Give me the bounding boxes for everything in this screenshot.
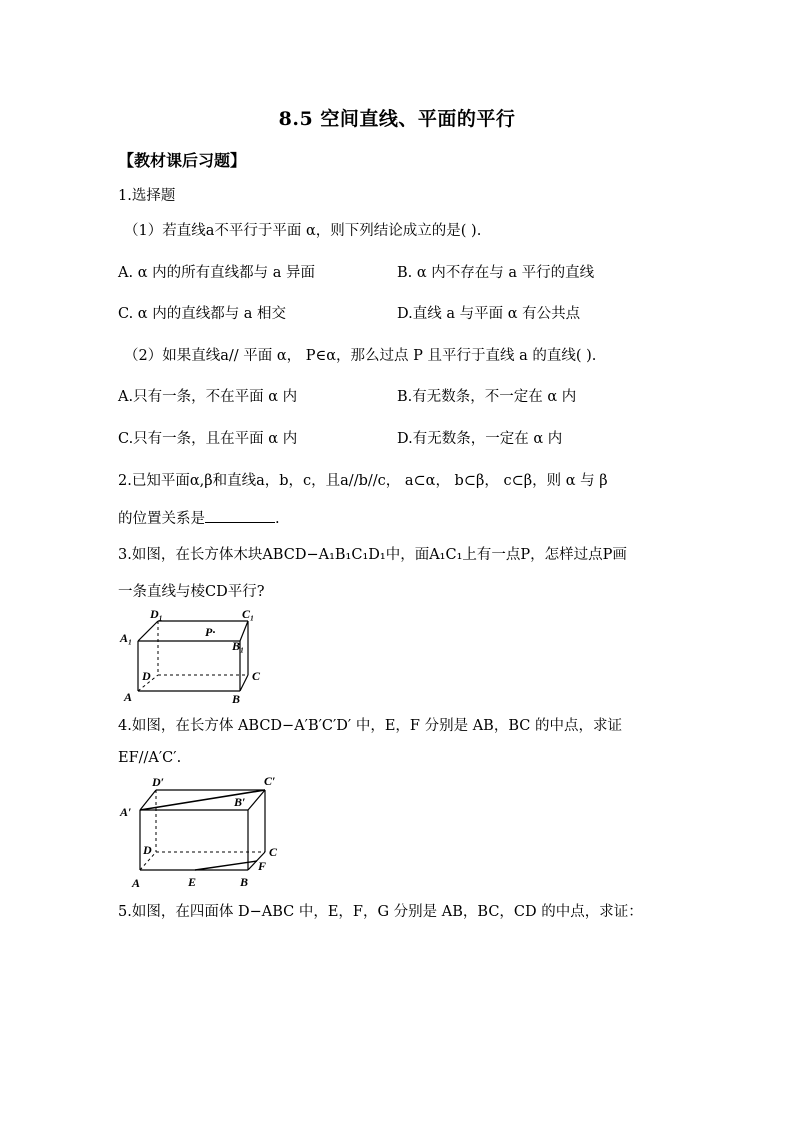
label-b: B xyxy=(240,875,249,889)
option-1-1-a: A. α 内的所有直线都与 a 异面 xyxy=(118,265,315,281)
question-3-line-1: 3.如图，在长方体木块ABCD−A₁B₁C₁D₁中，面A₁C₁上有一点P，怎样过点P画 xyxy=(118,547,627,563)
label-a: A xyxy=(132,876,141,890)
label-b-prime: B′ xyxy=(234,795,246,809)
section-heading: 【教材课后习题】 xyxy=(118,151,247,170)
question-5-line-1: 5.如图，在四面体 D−ABC 中，E，F，G 分别是 AB，BC，CD 的中点，求证： xyxy=(118,904,643,920)
page-title: 8.5 空间直线、平面的平行 xyxy=(278,108,516,130)
label-e: E xyxy=(188,875,197,889)
label-f: F xyxy=(258,859,267,873)
label-d1: D₁ xyxy=(150,607,163,621)
question-2-line-2: 的位置关系是 . xyxy=(118,508,280,529)
label-d: D xyxy=(143,843,152,857)
label-c1: C₁ xyxy=(242,607,255,621)
question-3-line-2: 一条直线与棱CD平行? xyxy=(118,584,265,600)
question-1-2-stem: （2）如果直线a// 平面 α， P∈α，那么过点 P 且平行于直线 a 的直线( ). xyxy=(124,348,597,364)
question-1-heading: 1.选择题 xyxy=(118,188,176,204)
label-p: P· xyxy=(205,625,216,639)
label-c-prime: C′ xyxy=(264,774,276,788)
label-b: B xyxy=(232,692,241,705)
label-a1: A₁ xyxy=(120,631,133,645)
cuboid-figure-q4 xyxy=(110,770,290,895)
question-2-text: 的位置关系是 xyxy=(118,511,205,527)
label-c: C xyxy=(252,669,261,683)
answer-blank xyxy=(205,508,275,523)
option-1-2-c: C.只有一条，且在平面 α 内 xyxy=(118,431,298,447)
label-b1: B₁ xyxy=(232,639,245,653)
label-a-prime: A′ xyxy=(120,805,132,819)
question-2-line-1: 2.已知平面α,β和直线a，b，c，且a//b//c， a⊂α， b⊂β， c⊂β，则 α 与 β xyxy=(118,473,608,489)
question-1-1-stem: （1）若直线a不平行于平面 α，则下列结论成立的是( ). xyxy=(124,223,482,239)
option-1-1-c: C. α 内的直线都与 a 相交 xyxy=(118,306,287,322)
label-d-prime: D′ xyxy=(152,775,165,789)
option-1-2-d: D.有无数条，一定在 α 内 xyxy=(397,431,563,447)
label-a: A xyxy=(124,690,133,704)
label-c: C xyxy=(269,845,278,859)
label-d: D xyxy=(142,669,151,683)
cuboid-figure-q3 xyxy=(110,605,280,705)
option-1-2-b: B.有无数条，不一定在 α 内 xyxy=(397,389,577,405)
question-4-line-2: EF//A′C′. xyxy=(118,750,182,766)
question-4-line-1: 4.如图，在长方体 ABCD−A′B′C′D′ 中，E，F 分别是 AB，BC 的中点，求证 xyxy=(118,718,622,734)
option-1-1-b: B. α 内不存在与 a 平行的直线 xyxy=(397,265,595,281)
option-1-2-a: A.只有一条，不在平面 α 内 xyxy=(118,389,298,405)
option-1-1-d: D.直线 a 与平面 α 有公共点 xyxy=(397,306,581,322)
